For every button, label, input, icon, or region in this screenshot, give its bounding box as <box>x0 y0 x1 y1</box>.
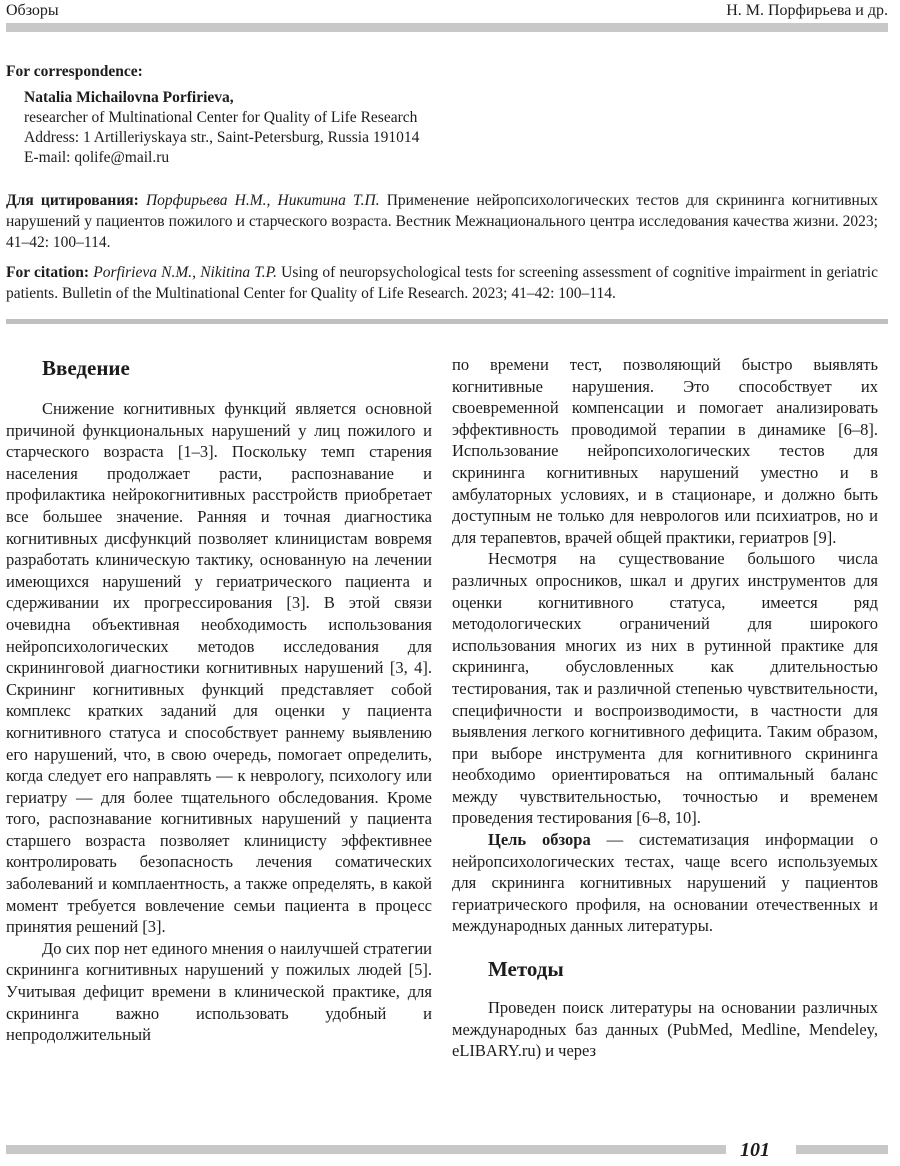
correspondence-position: researcher of Multinational Center for Quality of Life Research <box>24 109 418 126</box>
citation-en-label: For citation: <box>6 264 90 281</box>
citation-ru-text: Применение нейропсихологических тестов для скрининга когнитивных нарушений у пациентов пожилого и старческого возраста. Вестник Межнационального центра исследования качества жизни. 2023; 41–42: 100–114. <box>6 192 879 251</box>
section-rule <box>6 319 888 324</box>
paragraph-aim <box>452 829 878 937</box>
page-number: 101 <box>740 1139 770 1161</box>
citation-en-authors: Porfirieva N.M., Nikitina T.P. <box>93 264 277 281</box>
paragraph: Снижение когнитивных функций является основной причиной функциональных нарушений у лиц пожилого и старческого возраста [1–3]. Поскольку темп старения населения продолжает расти, распознавание и профилактика нейрокогнитивных расстройств приобретает все большее значение. Ранняя и точная диагностика когнитивных дисфункций позволяет клиницистам вовремя разработать клиническую тактику, основанную на лечении имеющихся нарушений у гериатрического пациента и сдерживании их прогрессирования [3]. В этой связи очевидна объективная необходимость использования нейропсихологических методов исследования для скрининговой диагностики когнитивных нарушений [3, 4]. Скрининг когнитивных функций представляет собой комплекс кратких заданий для оценки у пациента когнитивного статуса и способствует раннему выявлению его нарушений, что, в свою очередь, помогает определить, когда следует его направлять — к неврологу, психологу или гериатру — для более тщательного обследования. Кроме того, распознавание когнитивных нарушений у пациента старшего возраста позволяет клиницисту эффективнее контролировать безопасность лечения соматических заболеваний и комплаентность, а также определять, в какой момент требуется вовлечение семьи пациента в процесс принятия решений [3]. <box>6 399 432 937</box>
citation-english <box>6 262 878 304</box>
top-rule <box>6 23 888 32</box>
heading-methods: Методы <box>488 957 564 982</box>
citation-ru-label: Для цитирования: <box>6 192 139 209</box>
correspondence-address: Address: 1 Artilleriyskaya str., Saint-Petersburg, Russia 191014 <box>24 129 420 146</box>
correspondence-name: Natalia Michailovna Porfirieva, <box>24 89 234 106</box>
page-footer <box>6 1139 888 1161</box>
running-authors: Н. М. Порфирьева и др. <box>726 2 888 19</box>
running-header <box>6 0 888 22</box>
paragraph: Проведен поиск литературы на основании различных международных баз данных (PubMed, Medline, Mendeley, eLIBARY.ru) и через <box>452 998 878 1061</box>
correspondence-block <box>6 62 880 168</box>
left-column <box>6 354 432 1046</box>
footer-rule-left <box>6 1145 726 1154</box>
paragraph: по времени тест, позволяющий быстро выявлять когнитивные нарушения. Это способствует их своевременной компенсации и помогает анализировать эффективность проводимой терапии в динамике [6–8]. Использование нейропсихологических тестов для скрининга когнитивных нарушений уместно и в амбулаторных условиях, и в стационаре, и должно быть доступным не только для неврологов или психиатров, но и для терапевтов, врачей общей практики, гериатров [9]. <box>452 355 878 547</box>
paragraph: Несмотря на существование большого числа различных опросников, шкал и других инструментов для оценки когнитивного статуса, имеется ряд методологических ограничений для широкого использования многих из них в рутинной практике для скрининга, обусловленных как длительностью тестирования, так и различной степенью чувствительности, специфичности и воспроизводимости, в частности для выявления легкого когнитивного дефицита. Таким образом, при выборе инструмента для когнитивного скрининга необходимо ориентироваться на оптимальный баланс между чувствительностью, точностью и временем проведения тестирования [6–8, 10]. <box>452 549 878 828</box>
aim-label: Цель обзора <box>488 830 591 850</box>
heading-introduction: Введение <box>42 356 130 380</box>
citation-ru-authors: Порфирьева Н.М., Никитина Т.П. <box>145 192 380 209</box>
correspondence-label: For correspondence: <box>6 63 143 80</box>
citation-russian <box>6 190 878 253</box>
section-name: Обзоры <box>6 2 59 19</box>
correspondence-email: E-mail: qolife@mail.ru <box>24 149 170 166</box>
citation-en-text: Using of neuropsychological tests for screening assessment of cognitive impairment in geriatric patients. Bulletin of the Multinational Center for Quality of Life Research. 2023; 41–42: 100–114. <box>6 264 878 302</box>
paragraph: До сих пор нет единого мнения о наилучшей стратегии скрининга когнитивных нарушений у пожилых людей [5]. Учитывая дефицит времени в клинической практике, для скрининга важно использовать удобный и непродолжительный <box>6 938 432 1045</box>
right-column <box>452 354 878 1062</box>
aim-text: — систематизация информации о нейропсихологических тестах, чаще всего используемых для скрининга когнитивных нарушений у пациентов гериатрического профиля, на основании отечественных и международных данных литературы. <box>452 830 878 936</box>
footer-rule-right <box>796 1145 888 1154</box>
